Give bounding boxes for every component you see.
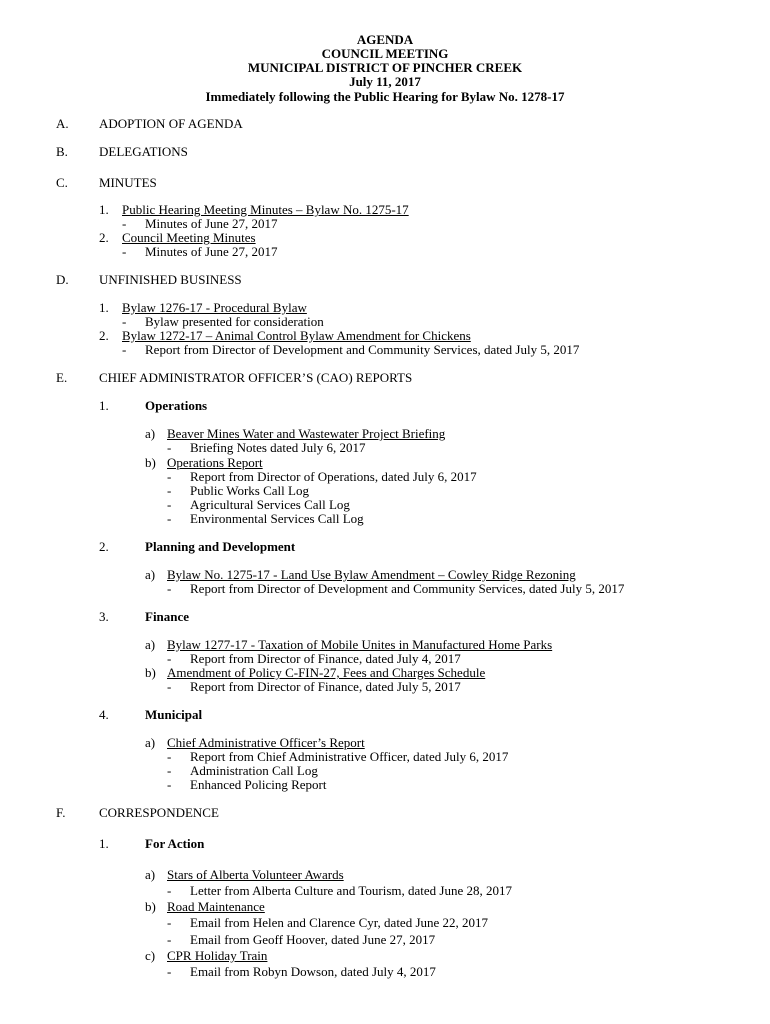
subitem-title-link[interactable]: Chief Administrative Officer’s Report — [167, 735, 365, 750]
subitem-label: a) — [145, 637, 156, 652]
item-title-link[interactable]: Council Meeting Minutes — [122, 230, 256, 245]
item-detail: Report from Director of Development and Community Services, dated July 5, 2017 — [145, 342, 580, 357]
section-title-minutes: MINUTES — [99, 175, 157, 190]
header-date: July 11, 2017 — [349, 74, 421, 89]
subitem-label: a) — [145, 426, 156, 441]
item-number: 1. — [99, 300, 109, 315]
subitem-detail: Email from Robyn Dowson, dated July 4, 2017 — [190, 964, 436, 979]
subitem-detail: Report from Director of Finance, dated July 5, 2017 — [190, 679, 461, 694]
subitem-detail: Agricultural Services Call Log — [190, 497, 350, 512]
subsection-number: 1. — [99, 398, 109, 413]
section-letter-e: E. — [56, 370, 68, 385]
subitem-detail: Environmental Services Call Log — [190, 511, 364, 526]
section-title-delegations: DELEGATIONS — [99, 144, 188, 159]
section-title-adoption: ADOPTION OF AGENDA — [99, 116, 243, 131]
subitem-dash: - — [167, 469, 172, 484]
item-dash: - — [122, 244, 127, 259]
subsection-number: 2. — [99, 539, 109, 554]
subsection-title-finance: Finance — [145, 609, 190, 624]
subitem-dash: - — [167, 440, 172, 455]
subitem-dash: - — [167, 679, 172, 694]
subitem-title-link[interactable]: Amendment of Policy C-FIN-27, Fees and Charges Schedule — [167, 665, 486, 680]
item-title-link[interactable]: Public Hearing Meeting Minutes – Bylaw No. 1275-17 — [122, 202, 409, 217]
subitem-dash: - — [167, 883, 172, 898]
header-municipality: MUNICIPAL DISTRICT OF PINCHER CREEK — [247, 60, 523, 75]
subitem-title-link[interactable]: Road Maintenance — [167, 899, 265, 914]
item-number: 2. — [99, 328, 109, 343]
subitem-label: b) — [145, 455, 156, 470]
subsection-title-operations: Operations — [145, 398, 208, 413]
subitem-detail: Report from Director of Finance, dated July 4, 2017 — [190, 651, 461, 666]
item-number: 2. — [99, 230, 109, 245]
subitem-title-link[interactable]: CPR Holiday Train — [167, 948, 268, 963]
section-letter-f: F. — [56, 805, 66, 820]
item-detail: Minutes of June 27, 2017 — [145, 244, 278, 259]
subitem-title-link[interactable]: Beaver Mines Water and Wastewater Project Briefing — [167, 426, 446, 441]
section-title-cao-reports: CHIEF ADMINISTRATOR OFFICER’S (CAO) REPORTS — [99, 370, 413, 385]
item-number: 1. — [99, 202, 109, 217]
subitem-dash: - — [167, 777, 172, 792]
subitem-title-link[interactable]: Stars of Alberta Volunteer Awards — [167, 867, 344, 882]
subitem-detail: Enhanced Policing Report — [190, 777, 327, 792]
subsection-number: 4. — [99, 707, 109, 722]
subitem-dash: - — [167, 651, 172, 666]
subsection-title-municipal: Municipal — [145, 707, 203, 722]
item-title-link[interactable]: Bylaw 1272-17 – Animal Control Bylaw Amendment for Chickens — [122, 328, 471, 343]
subitem-detail: Briefing Notes dated July 6, 2017 — [190, 440, 366, 455]
subitem-title-link[interactable]: Operations Report — [167, 455, 263, 470]
subitem-dash: - — [167, 763, 172, 778]
subitem-label: a) — [145, 867, 156, 882]
subitem-dash: - — [167, 581, 172, 596]
item-title-link[interactable]: Bylaw 1276-17 - Procedural Bylaw — [122, 300, 307, 315]
item-detail: Bylaw presented for consideration — [145, 314, 324, 329]
subitem-label: a) — [145, 567, 156, 582]
section-letter-b: B. — [56, 144, 68, 159]
subitem-title-link[interactable]: Bylaw No. 1275-17 - Land Use Bylaw Amendment – Cowley Ridge Rezoning — [167, 567, 576, 582]
subitem-detail: Administration Call Log — [190, 763, 318, 778]
subitem-label: c) — [145, 948, 156, 963]
subitem-detail: Email from Helen and Clarence Cyr, dated June 22, 2017 — [190, 915, 489, 930]
section-letter-c: C. — [56, 175, 68, 190]
subitem-dash: - — [167, 511, 172, 526]
item-detail: Minutes of June 27, 2017 — [145, 216, 278, 231]
subitem-detail: Report from Chief Administrative Officer, dated July 6, 2017 — [190, 749, 509, 764]
subitem-dash: - — [167, 483, 172, 498]
subitem-dash: - — [167, 915, 172, 930]
subitem-detail: Report from Director of Development and Community Services, dated July 5, 2017 — [190, 581, 625, 596]
subitem-dash: - — [167, 497, 172, 512]
subitem-dash: - — [167, 932, 172, 947]
subitem-label: b) — [145, 665, 156, 680]
subitem-title-link[interactable]: Bylaw 1277-17 - Taxation of Mobile Unites in Manufactured Home Parks — [167, 637, 553, 652]
subsection-number: 3. — [99, 609, 109, 624]
subitem-dash: - — [167, 749, 172, 764]
subitem-detail: Report from Director of Operations, dated July 6, 2017 — [190, 469, 477, 484]
item-dash: - — [122, 216, 127, 231]
section-title-correspondence: CORRESPONDENCE — [99, 805, 219, 820]
subitem-label: b) — [145, 899, 156, 914]
subsection-title-for-action: For Action — [145, 836, 205, 851]
section-letter-a: A. — [56, 116, 69, 131]
header-meeting: COUNCIL MEETING — [321, 46, 449, 61]
subsection-number: 1. — [99, 836, 109, 851]
subitem-label: a) — [145, 735, 156, 750]
item-dash: - — [122, 314, 127, 329]
header-agenda: AGENDA — [356, 32, 414, 47]
item-dash: - — [122, 342, 127, 357]
subitem-dash: - — [167, 964, 172, 979]
header-subtitle: Immediately following the Public Hearing for Bylaw No. 1278-17 — [205, 89, 565, 104]
subitem-detail: Public Works Call Log — [190, 483, 309, 498]
section-letter-d: D. — [56, 272, 69, 287]
section-title-unfinished-business: UNFINISHED BUSINESS — [99, 272, 242, 287]
subsection-title-planning: Planning and Development — [145, 539, 296, 554]
subitem-detail: Email from Geoff Hoover, dated June 27, 2017 — [190, 932, 436, 947]
subitem-detail: Letter from Alberta Culture and Tourism, dated June 28, 2017 — [190, 883, 512, 898]
